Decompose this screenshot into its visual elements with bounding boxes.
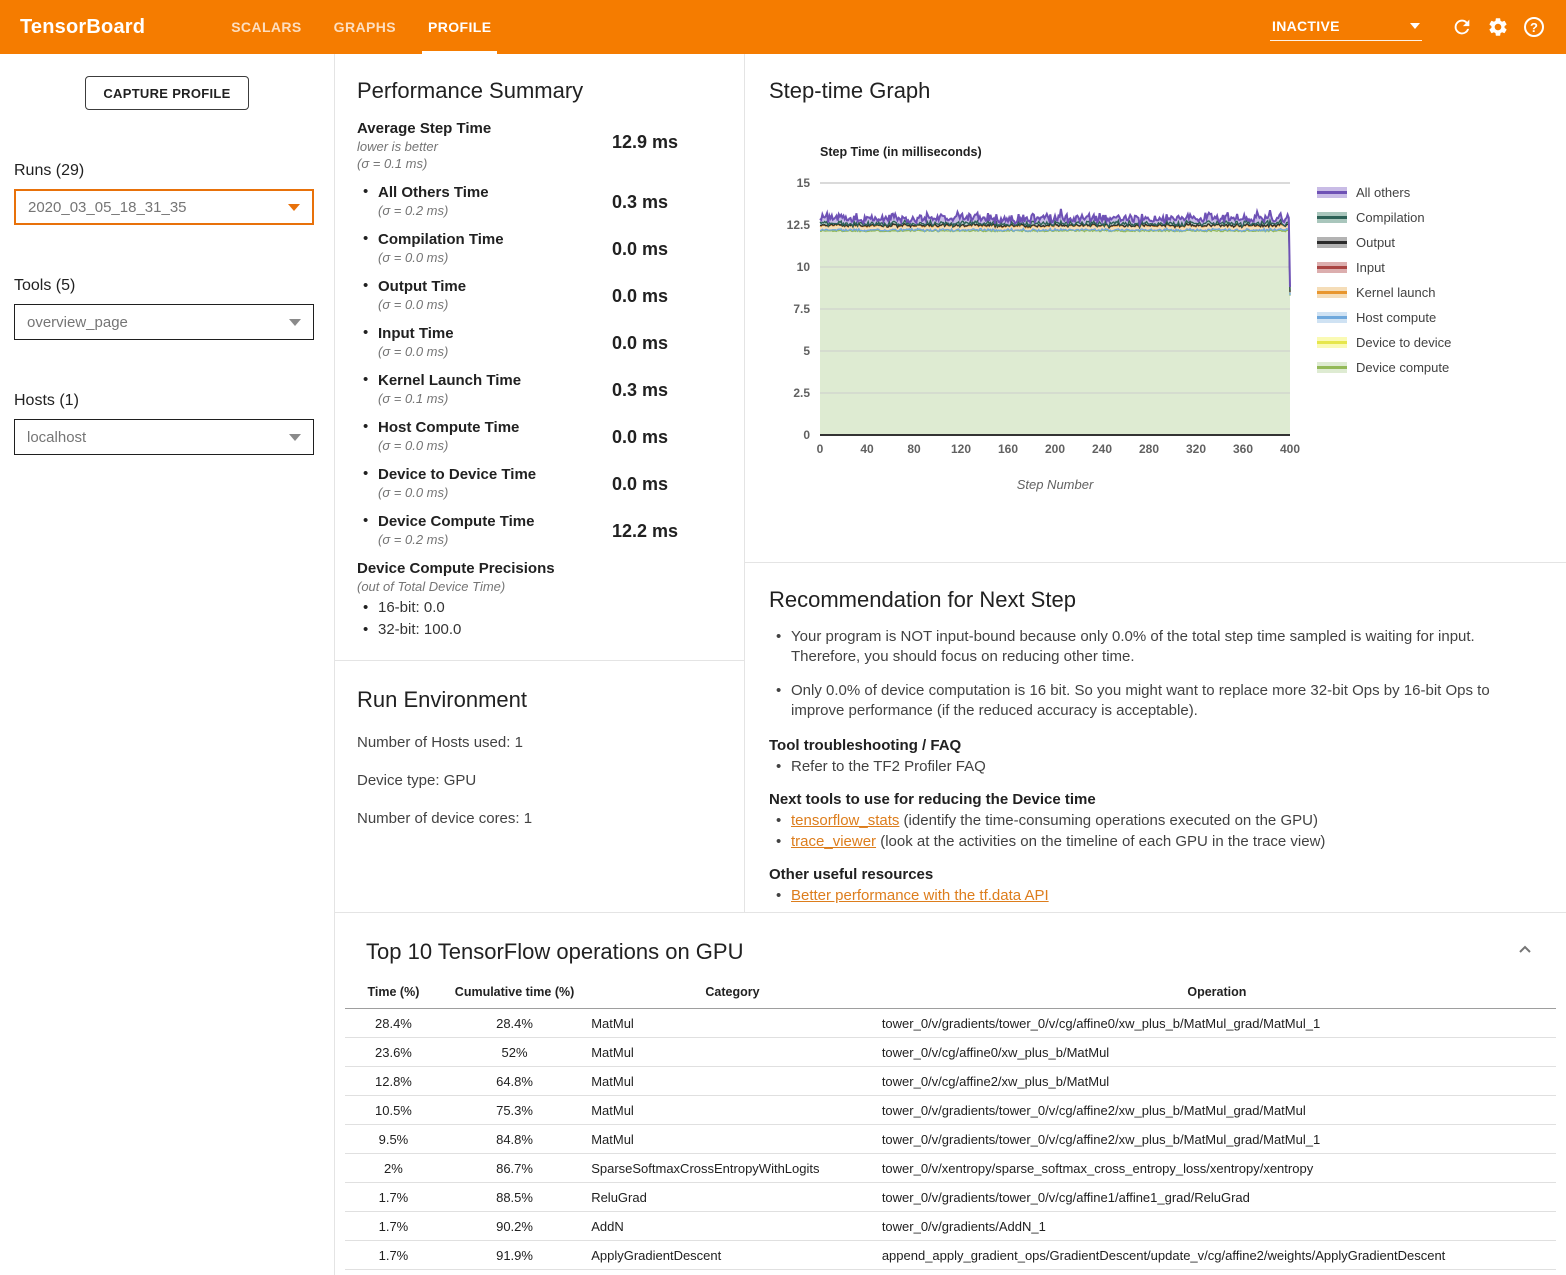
svg-text:15: 15 xyxy=(796,176,810,190)
legend-swatch xyxy=(1317,212,1347,223)
metric-row xyxy=(357,325,722,359)
metric-value: 12.9 ms xyxy=(612,132,679,152)
legend-swatch xyxy=(1317,362,1347,373)
column-header: Time (%) xyxy=(345,979,442,1009)
metric-info xyxy=(357,325,612,359)
metric-sigma: (σ = 0.0 ms) xyxy=(378,438,449,453)
metric-value: 0.3 ms xyxy=(612,380,669,400)
help-button[interactable] xyxy=(1516,9,1552,45)
table-cell: MatMul xyxy=(587,1096,878,1125)
performance-summary-title: Performance Summary xyxy=(357,78,584,103)
metric-sigma: (σ = 0.2 ms) xyxy=(378,203,449,218)
svg-text:320: 320 xyxy=(1185,442,1207,456)
legend-label: Kernel launch xyxy=(1356,285,1436,300)
legend-swatch xyxy=(1317,312,1347,323)
table-cell: ApplyGradientDescent xyxy=(587,1241,878,1270)
sidebar xyxy=(0,54,335,1275)
chevron-down-icon xyxy=(288,204,300,211)
precision-item: • 16-bit: 0.0 xyxy=(357,599,722,616)
metric-sigma: (σ = 0.0 ms) xyxy=(378,344,449,359)
metric-label: • Host Compute Time xyxy=(378,419,520,436)
metric-info xyxy=(357,278,612,312)
table-header-row xyxy=(345,979,1556,1009)
tools-select[interactable] xyxy=(14,304,314,340)
table-cell: 88.5% xyxy=(442,1183,587,1212)
recommendation-subheading: Tool troubleshooting / FAQ xyxy=(769,736,962,754)
chevron-down-icon xyxy=(1410,23,1420,29)
step-time-graph-title: Step-time Graph xyxy=(769,78,931,103)
table-cell: tower_0/v/xentropy/sparse_softmax_cross_entropy_loss/xentropy/xentropy xyxy=(878,1154,1556,1183)
table-cell: 84.8% xyxy=(442,1125,587,1154)
table-cell: 23.6% xyxy=(345,1038,442,1067)
metric-label: • Device to Device Time xyxy=(378,466,537,483)
metric-info xyxy=(357,120,612,171)
table-cell: tower_0/v/cg/affine0/xw_plus_b/MatMul xyxy=(878,1038,1556,1067)
runs-select-value: 2020_03_05_18_31_35 xyxy=(28,198,187,216)
column-header: Operation xyxy=(878,979,1556,1009)
metric-label: • Output Time xyxy=(378,278,467,295)
table-cell: 90.2% xyxy=(442,1212,587,1241)
tools-label: Tools (5) xyxy=(14,277,76,294)
table-cell: MatMul xyxy=(587,1067,878,1096)
metric-row xyxy=(357,466,722,500)
table-cell: 28.4% xyxy=(442,1009,587,1038)
table-cell: 75.3% xyxy=(442,1096,587,1125)
legend-item xyxy=(1317,235,1451,250)
legend-item xyxy=(1317,260,1451,275)
precision-item: • 32-bit: 100.0 xyxy=(357,621,722,638)
table-row xyxy=(345,1038,1556,1067)
table-cell: tower_0/v/gradients/AddN_1 xyxy=(878,1212,1556,1241)
run-environment-line: Number of Hosts used: 1 xyxy=(357,734,523,751)
metric-sigma: (σ = 0.0 ms) xyxy=(378,297,449,312)
table-cell: tower_0/v/gradients/tower_0/v/cg/affine2/xw_plus_b/MatMul_grad/MatMul xyxy=(878,1096,1556,1125)
table-cell: tower_0/v/gradients/tower_0/v/cg/affine0/xw_plus_b/MatMul_grad/MatMul_1 xyxy=(878,1009,1556,1038)
svg-text:7.5: 7.5 xyxy=(793,302,810,316)
table-row xyxy=(345,1241,1556,1270)
metric-sigma: (σ = 0.2 ms) xyxy=(378,532,449,547)
column-header: Category xyxy=(587,979,878,1009)
metric-value: 0.0 ms xyxy=(612,474,669,494)
svg-text:12.5: 12.5 xyxy=(786,218,810,232)
metric-row xyxy=(357,419,722,453)
table-cell: 52% xyxy=(442,1038,587,1067)
legend-label: Input xyxy=(1356,260,1385,275)
table-cell: tower_0/v/cg/affine2/xw_plus_b/MatMul xyxy=(878,1067,1556,1096)
legend-label: Compilation xyxy=(1356,210,1425,225)
metric-sigma: (σ = 0.0 ms) xyxy=(378,485,449,500)
metric-value: 0.0 ms xyxy=(612,427,669,447)
svg-text:160: 160 xyxy=(997,442,1019,456)
nav-tabs xyxy=(215,0,507,54)
table-row xyxy=(345,1009,1556,1038)
legend-item xyxy=(1317,285,1451,300)
table-cell: 1.7% xyxy=(345,1241,442,1270)
tab-profile[interactable]: PROFILE xyxy=(412,0,507,54)
metric-info xyxy=(357,184,612,218)
svg-text:2.5: 2.5 xyxy=(793,386,810,400)
table-row xyxy=(345,1125,1556,1154)
recommendation-bullet: • Only 0.0% of device computation is 16 bit. So you might want to replace more 32-bit Ops by 16-bit Ops to improve performance (if the reduced accuracy is acceptable). xyxy=(769,681,1536,721)
legend-swatch xyxy=(1317,237,1347,248)
recommendation-item-text: Refer to the TF2 Profiler FAQ xyxy=(791,757,986,775)
metric-row xyxy=(357,372,722,406)
legend-swatch xyxy=(1317,187,1347,198)
table-cell: 86.7% xyxy=(442,1154,587,1183)
recommendation-item xyxy=(769,758,1536,775)
svg-text:Step Number: Step Number xyxy=(1016,477,1094,492)
run-environment-title: Run Environment xyxy=(357,687,527,712)
run-environment-line: Number of device cores: 1 xyxy=(357,810,533,827)
precisions-subtitle: (out of Total Device Time) xyxy=(357,579,506,594)
tab-scalars[interactable]: SCALARS xyxy=(231,19,302,35)
device-compute-precisions xyxy=(357,560,722,638)
hosts-label: Hosts (1) xyxy=(14,392,79,409)
table-cell: 1.7% xyxy=(345,1183,442,1212)
top-ops-title: Top 10 TensorFlow operations on GPU xyxy=(366,939,744,964)
table-cell: 1.7% xyxy=(345,1212,442,1241)
metric-label: • Compilation Time xyxy=(378,231,504,248)
table-cell: AddN xyxy=(587,1212,878,1241)
svg-text:Step Time (in milliseconds): Step Time (in milliseconds) xyxy=(820,145,982,159)
legend-swatch xyxy=(1317,337,1347,348)
svg-text:0: 0 xyxy=(816,442,824,456)
metric-info xyxy=(357,466,612,500)
table-cell: append_apply_gradient_ops/GradientDescent/update_v/cg/affine2/weights/ApplyGradientDescent xyxy=(878,1241,1556,1270)
run-environment-lines xyxy=(357,734,722,827)
table-cell: tower_0/v/gradients/tower_0/v/cg/affine1/affine1_grad/ReluGrad xyxy=(878,1183,1556,1212)
table-cell: 2% xyxy=(345,1154,442,1183)
table-cell: 91.9% xyxy=(442,1241,587,1270)
table-body xyxy=(345,1009,1556,1270)
legend-label: Output xyxy=(1356,235,1396,250)
svg-text:5: 5 xyxy=(803,344,810,358)
metric-value: 0.3 ms xyxy=(612,192,669,212)
run-environment-panel xyxy=(335,660,744,827)
svg-text:80: 80 xyxy=(907,442,921,456)
recommendation-subheading: Next tools to use for reducing the Device time xyxy=(769,790,1096,808)
metric-info xyxy=(357,513,612,547)
table-cell: 28.4% xyxy=(345,1009,442,1038)
metric-label: • Kernel Launch Time xyxy=(378,372,522,389)
legend-label: Device compute xyxy=(1356,360,1450,375)
refresh-button[interactable] xyxy=(1444,9,1480,45)
table-cell: MatMul xyxy=(587,1125,878,1154)
table-cell: 10.5% xyxy=(345,1096,442,1125)
legend-item xyxy=(1317,185,1451,200)
table-cell: 9.5% xyxy=(345,1125,442,1154)
table-row xyxy=(345,1212,1556,1241)
table-cell: 12.8% xyxy=(345,1067,442,1096)
metric-info xyxy=(357,419,612,453)
metric-sigma: (σ = 0.1 ms) xyxy=(357,156,428,171)
refresh-icon xyxy=(1451,16,1473,38)
recommendation-sections xyxy=(769,737,1536,904)
metric-note: lower is better xyxy=(357,139,438,154)
table-row xyxy=(345,1096,1556,1125)
recommendation-panel xyxy=(745,587,1566,904)
recommendation-bullet: • Your program is NOT input-bound because only 0.0% of the total step time sampled is waiting for input. Therefore, you should focus on reducing other time. xyxy=(769,627,1536,667)
resource-link[interactable]: Better performance with the tf.data API xyxy=(791,886,1049,904)
metric-value: 0.0 ms xyxy=(612,239,669,259)
svg-text:40: 40 xyxy=(860,442,874,456)
table-row xyxy=(345,1183,1556,1212)
metric-row xyxy=(357,231,722,265)
metric-row xyxy=(357,120,722,171)
capture-profile-button[interactable]: CAPTURE PROFILE xyxy=(85,76,249,110)
svg-text:400: 400 xyxy=(1279,442,1301,456)
svg-text:0: 0 xyxy=(803,428,810,442)
runs-select[interactable] xyxy=(14,189,314,225)
recommendation-item-text: (look at the activities on the timeline of each GPU in the trace view) xyxy=(876,832,1326,850)
table-row xyxy=(345,1067,1556,1096)
precisions-title: Device Compute Precisions xyxy=(357,560,555,577)
recommendation-item-text: (identify the time-consuming operations executed on the GPU) xyxy=(899,811,1318,829)
recommendation-item xyxy=(769,887,1536,904)
legend-swatch xyxy=(1317,287,1347,298)
chevron-down-icon xyxy=(289,319,301,326)
legend-item xyxy=(1317,360,1451,375)
metrics-list xyxy=(357,120,722,547)
step-time-chart xyxy=(770,113,1315,537)
legend-label: Host compute xyxy=(1356,310,1437,325)
table-cell: ReluGrad xyxy=(587,1183,878,1212)
legend-item xyxy=(1317,310,1451,325)
legend-item xyxy=(1317,335,1451,350)
resource-link[interactable]: tensorflow_stats xyxy=(791,811,900,829)
metric-value: 0.0 ms xyxy=(612,333,669,353)
run-environment-line: Device type: GPU xyxy=(357,772,477,789)
svg-text:280: 280 xyxy=(1138,442,1160,456)
metric-value: 12.2 ms xyxy=(612,521,679,541)
legend-label: All others xyxy=(1356,185,1411,200)
top-ops-panel xyxy=(335,912,1566,1270)
hosts-select-value: localhost xyxy=(27,428,87,446)
chevron-up-icon xyxy=(1517,942,1533,958)
table-cell: 64.8% xyxy=(442,1067,587,1096)
status-dropdown-value: INACTIVE xyxy=(1272,17,1340,34)
hosts-select[interactable] xyxy=(14,419,314,455)
metric-info xyxy=(357,372,612,406)
step-time-graph-panel xyxy=(745,78,1566,563)
recommendation-item xyxy=(769,833,1536,850)
recommendation-title: Recommendation for Next Step xyxy=(769,587,1076,612)
column-header: Cumulative time (%) xyxy=(442,979,587,1009)
svg-text:120: 120 xyxy=(950,442,972,456)
gear-icon xyxy=(1487,16,1509,38)
svg-text:10: 10 xyxy=(796,260,810,274)
top-app-bar xyxy=(0,0,1566,54)
metric-row xyxy=(357,184,722,218)
legend-swatch xyxy=(1317,262,1347,273)
metric-sigma: (σ = 0.1 ms) xyxy=(378,391,449,406)
legend-item xyxy=(1317,210,1451,225)
svg-text:360: 360 xyxy=(1232,442,1254,456)
recommendation-subheading: Other useful resources xyxy=(769,865,934,883)
metric-label: • Input Time xyxy=(378,325,454,342)
metric-label: • Device Compute Time xyxy=(378,513,535,530)
app-title: TensorBoard xyxy=(20,15,146,38)
runs-label: Runs (29) xyxy=(14,162,85,179)
chevron-down-icon xyxy=(289,434,301,441)
metric-label: • All Others Time xyxy=(378,184,489,201)
svg-text:240: 240 xyxy=(1091,442,1113,456)
legend-label: Device to device xyxy=(1356,335,1452,350)
metric-row xyxy=(357,278,722,312)
recommendation-item xyxy=(769,812,1536,829)
top-ops-table xyxy=(345,979,1556,1270)
metric-row xyxy=(357,513,722,547)
svg-text:200: 200 xyxy=(1044,442,1066,456)
tools-select-value: overview_page xyxy=(27,313,128,331)
metric-label: Average Step Time xyxy=(357,120,492,137)
table-cell: MatMul xyxy=(587,1038,878,1067)
metric-info xyxy=(357,231,612,265)
table-row xyxy=(345,1154,1556,1183)
precisions-items xyxy=(357,599,722,638)
settings-button[interactable] xyxy=(1480,9,1516,45)
performance-summary-panel xyxy=(335,54,745,912)
table-cell: tower_0/v/gradients/tower_0/v/cg/affine2/xw_plus_b/MatMul_grad/MatMul_1 xyxy=(878,1125,1556,1154)
tab-graphs[interactable]: GRAPHS xyxy=(333,19,396,35)
recommendation-bullets xyxy=(769,627,1536,721)
table-cell: SparseSoftmaxCrossEntropyWithLogits xyxy=(587,1154,878,1183)
metric-sigma: (σ = 0.0 ms) xyxy=(378,250,449,265)
table-cell: MatMul xyxy=(587,1009,878,1038)
metric-value: 0.0 ms xyxy=(612,286,669,306)
status-dropdown[interactable] xyxy=(1270,14,1422,41)
resource-link[interactable]: trace_viewer xyxy=(791,832,877,850)
chart-legend xyxy=(1317,185,1451,537)
help-icon: ? xyxy=(1524,17,1544,37)
collapse-section-button[interactable] xyxy=(1508,933,1542,967)
